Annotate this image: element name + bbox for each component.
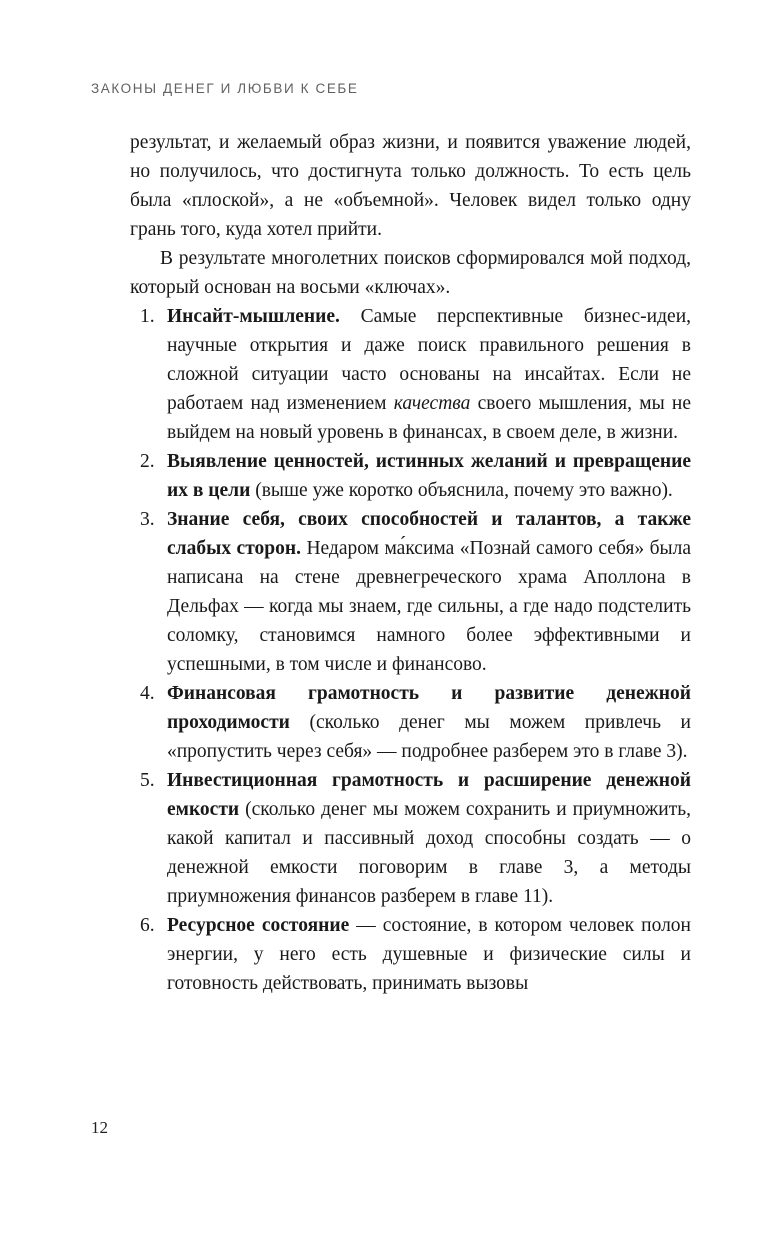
text-segment-bold: Инвестиционная грамотность и расширение денежной емкости (167, 770, 691, 820)
list-item-number: 3. (140, 509, 155, 530)
intro-paragraphs (130, 128, 691, 302)
text-segment-normal: (выше уже коротко объяснила, почему это важно). (255, 480, 673, 501)
page-number: 12 (91, 1118, 108, 1137)
paragraph: результат, и желаемый образ жизни, и появится уважение людей, но получилось, что достигнута только должность. То есть цель была «плоской», а не «объемной». Человек видел только одну грань того, куда хотел прийти. (130, 132, 691, 240)
list-item-number: 2. (140, 451, 155, 472)
list-item (130, 766, 691, 911)
text-segment-normal: (сколько денег мы можем сохранить и приумножить, какой капитал и пассивный доход способны создать — о денежной емкости поговорим в главе 3, а методы приумножения финансов разберем в главе 11). (167, 799, 691, 907)
list-item (130, 679, 691, 766)
list-item-number: 1. (140, 306, 155, 327)
list-item-number: 5. (140, 770, 155, 791)
text-segment-bold: Ресурсное состояние (167, 915, 350, 936)
keys-list (130, 302, 691, 998)
text-segment-bold: Инсайт-мышление. (167, 306, 361, 327)
body-text (130, 128, 691, 998)
list-item (130, 447, 691, 505)
list-item-number: 4. (140, 683, 155, 704)
text-segment-italic: качества (393, 393, 471, 414)
text-segment-normal: — состояние, в котором человек полон энергии, у него есть душевные и физические силы и готовность действовать, принимать вызовы (167, 915, 691, 994)
text-segment-bold: Финансовая грамотность и развитие денежной проходимости (167, 683, 691, 733)
text-segment-normal: Недаром ма́ксима «Познай самого себя» была написана на стене древнегреческого храма Аполлона в Дельфах — когда мы знаем, где сильны, а где надо подстелить соломку, становимся намного более эффективными и успешными, в том числе и финансово. (167, 538, 691, 675)
text-segment-normal: Самые перспективные бизнес-идеи, научные открытия и даже поиск правильного решения в сложной ситуации часто основаны на инсайтах. Если не работаем над изменением (167, 306, 691, 414)
list-item (130, 302, 691, 447)
paragraph: В результате многолетних поисков сформировался мой подход, который основан на восьми «ключах». (130, 248, 691, 298)
list-item-number: 6. (140, 915, 155, 936)
running-title: ЗАКОНЫ ДЕНЕГ И ЛЮБВИ К СЕБЕ (91, 81, 359, 96)
text-segment-bold: Знание себя, своих способностей и талантов, а также слабых сторон. (167, 509, 691, 559)
text-segment-normal: (сколько денег мы можем привлечь и «пропустить через себя» — подробнее разберем это в главе 3). (167, 712, 691, 762)
list-item (130, 911, 691, 998)
list-item (130, 505, 691, 679)
text-segment-normal: своего мышления, мы не выйдем на новый уровень в финансах, в своем деле, в жизни. (167, 393, 691, 443)
text-segment-bold: Выявление ценностей, истинных желаний и превращение их в цели (167, 451, 691, 501)
